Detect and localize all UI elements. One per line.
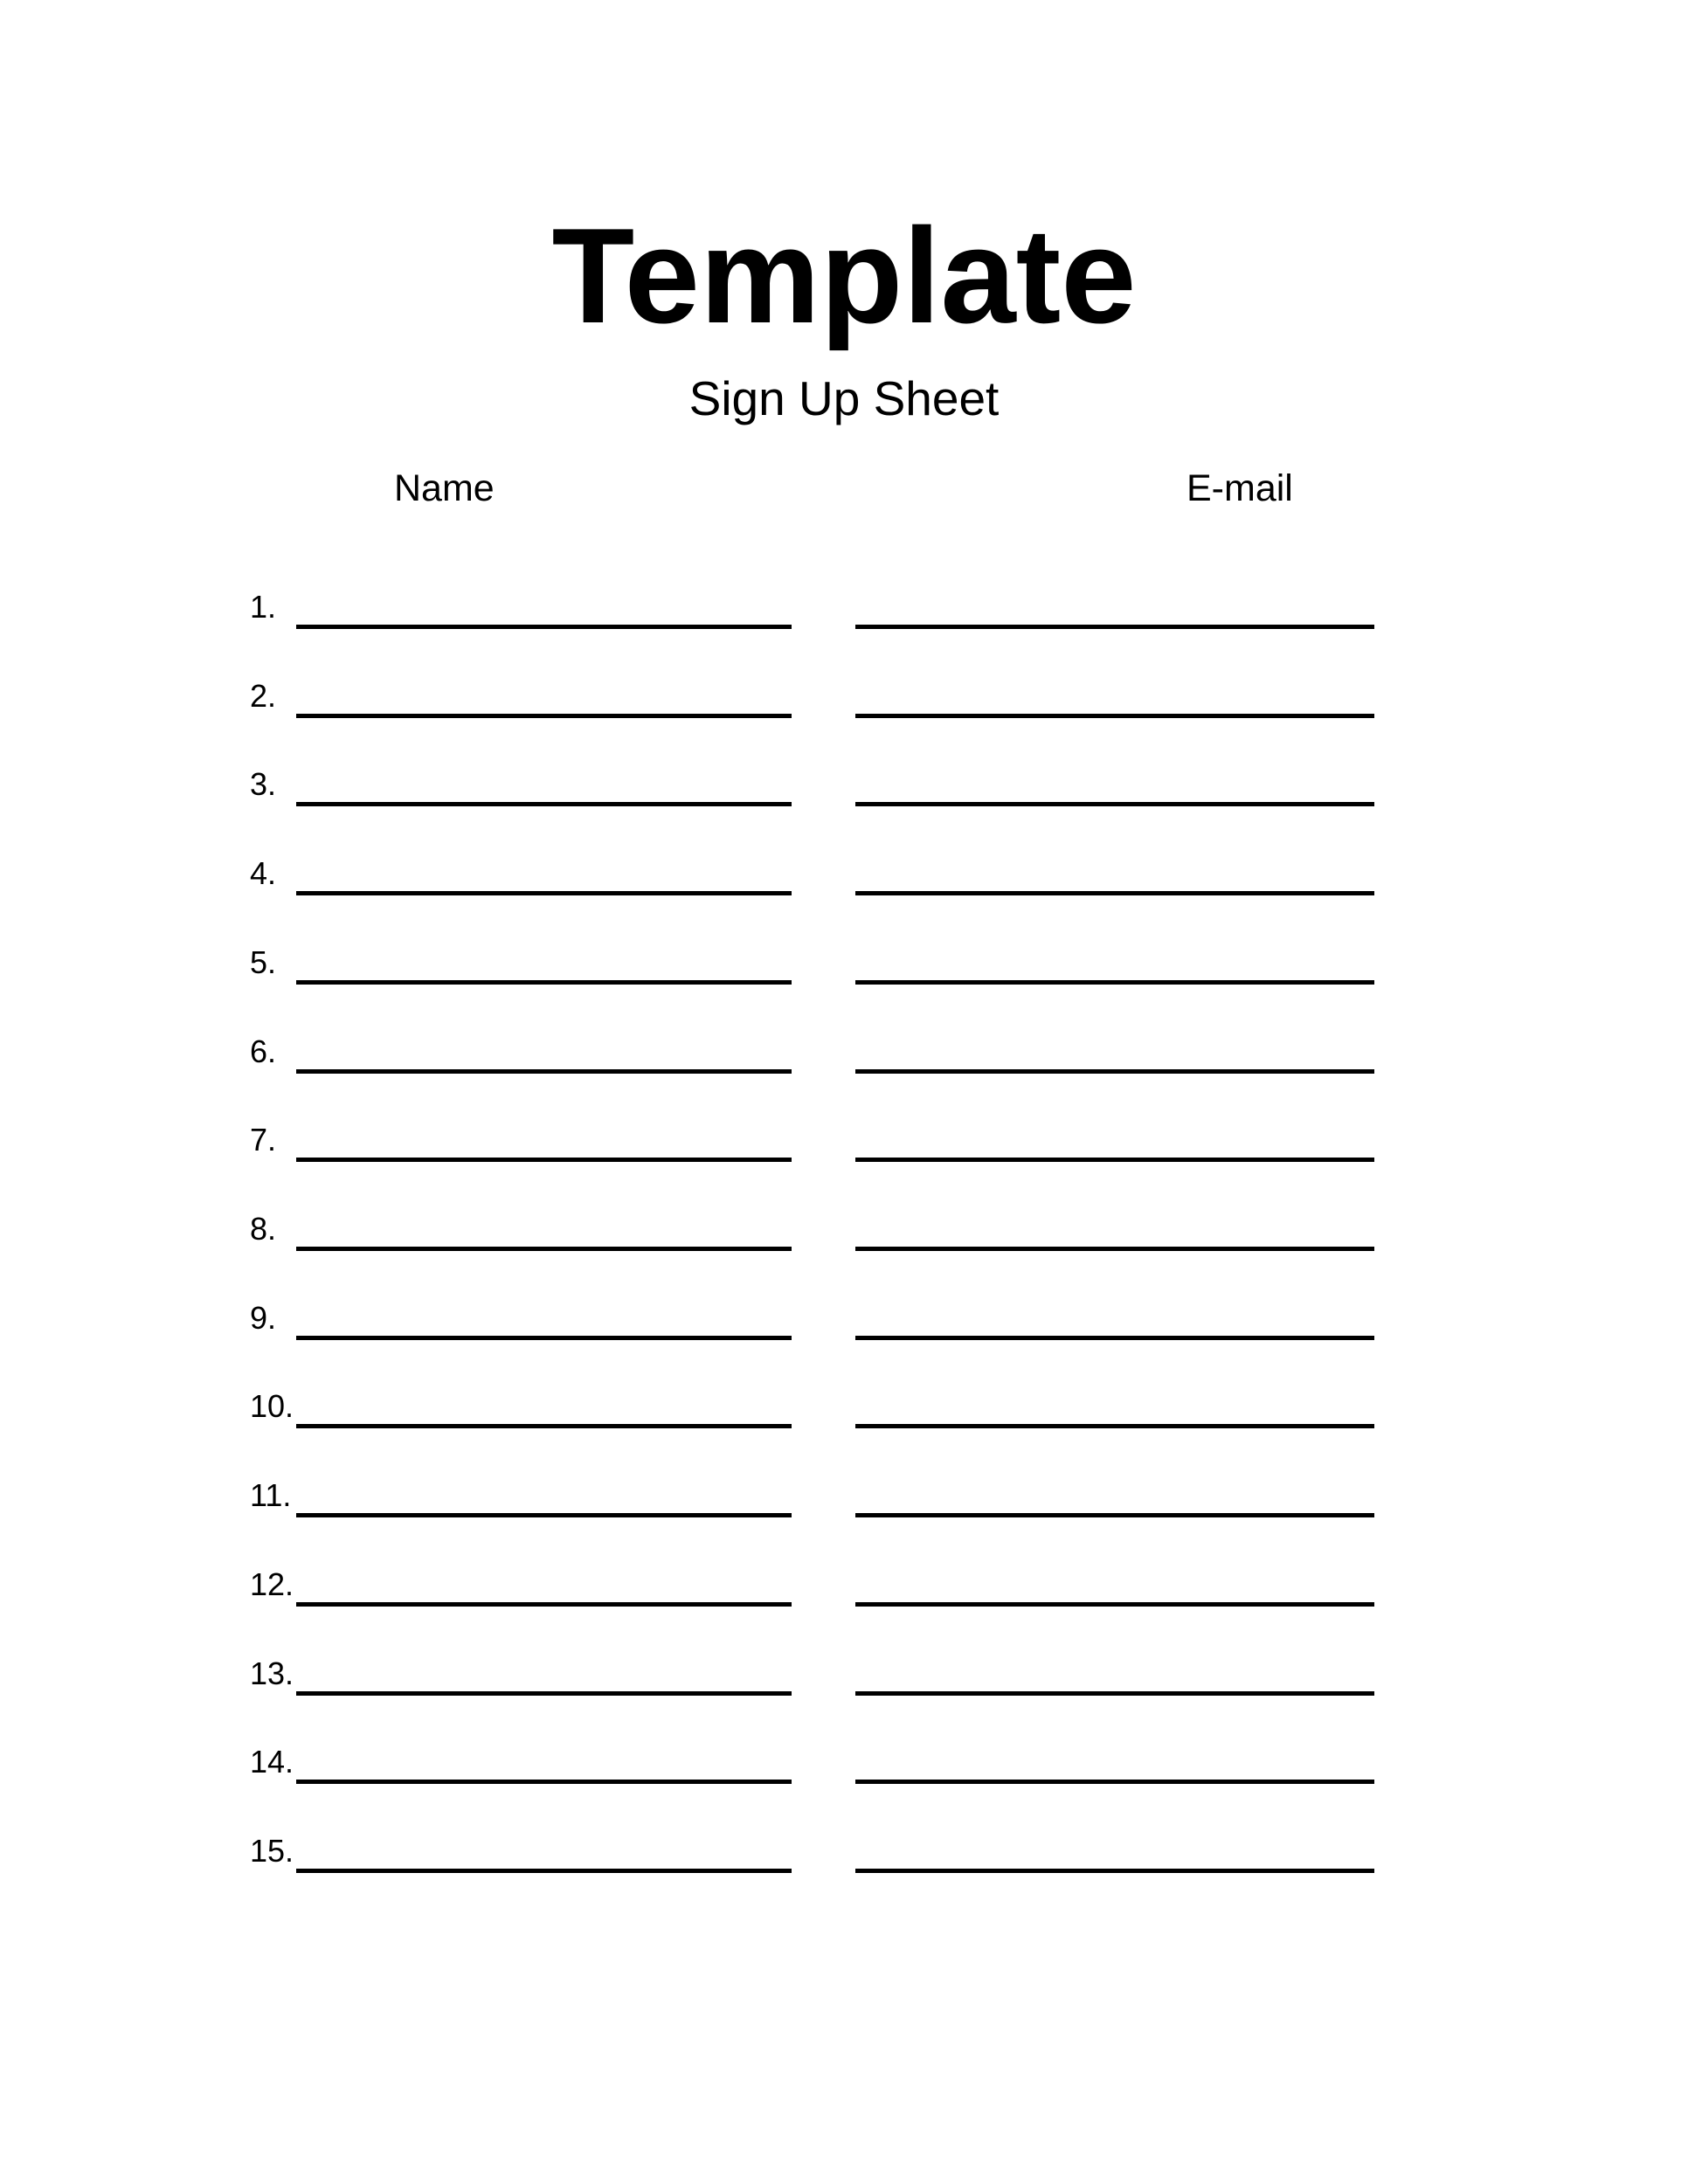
email-blank-line[interactable]: [855, 1780, 1374, 1784]
row-number: 15.: [250, 1833, 294, 1869]
email-blank-line[interactable]: [855, 891, 1374, 895]
name-blank-line[interactable]: [296, 1336, 792, 1340]
row-number: 13.: [250, 1655, 294, 1691]
name-column-header: Name: [394, 467, 495, 509]
email-blank-line[interactable]: [855, 1247, 1374, 1251]
name-blank-line[interactable]: [296, 1602, 792, 1607]
email-blank-line[interactable]: [855, 980, 1374, 985]
email-blank-line[interactable]: [855, 1336, 1374, 1340]
row-number: 5.: [250, 944, 277, 980]
email-blank-line[interactable]: [855, 1691, 1374, 1696]
row-number: 2.: [250, 678, 277, 714]
row-number: 9.: [250, 1300, 277, 1336]
name-blank-line[interactable]: [296, 1513, 792, 1517]
email-blank-line[interactable]: [855, 1602, 1374, 1607]
email-blank-line[interactable]: [855, 625, 1374, 629]
page-subtitle: Sign Up Sheet: [688, 371, 1000, 425]
row-number: 14.: [250, 1744, 294, 1780]
email-column-header: E-mail: [1186, 467, 1293, 509]
row-number: 1.: [250, 589, 277, 625]
row-number: 11.: [250, 1477, 292, 1513]
name-blank-line[interactable]: [296, 1780, 792, 1784]
name-blank-line[interactable]: [296, 1424, 792, 1428]
email-blank-line[interactable]: [855, 802, 1374, 806]
page-title: Template: [551, 200, 1137, 351]
row-number: 10.: [250, 1388, 294, 1424]
row-number: 6.: [250, 1033, 277, 1069]
name-blank-line[interactable]: [296, 1869, 792, 1873]
email-blank-line[interactable]: [855, 1424, 1374, 1428]
email-blank-line[interactable]: [855, 1869, 1374, 1873]
row-number: 4.: [250, 855, 277, 891]
row-number: 7.: [250, 1122, 277, 1158]
name-blank-line[interactable]: [296, 625, 792, 629]
name-blank-line[interactable]: [296, 1691, 792, 1696]
row-number: 8.: [250, 1211, 277, 1247]
name-blank-line[interactable]: [296, 1158, 792, 1162]
email-blank-line[interactable]: [855, 1069, 1374, 1074]
row-number: 3.: [250, 766, 277, 802]
name-blank-line[interactable]: [296, 1069, 792, 1074]
row-number: 12.: [250, 1566, 294, 1602]
email-blank-line[interactable]: [855, 1513, 1374, 1517]
name-blank-line[interactable]: [296, 1247, 792, 1251]
name-blank-line[interactable]: [296, 980, 792, 985]
name-blank-line[interactable]: [296, 714, 792, 718]
email-blank-line[interactable]: [855, 1158, 1374, 1162]
email-blank-line[interactable]: [855, 714, 1374, 718]
name-blank-line[interactable]: [296, 802, 792, 806]
name-blank-line[interactable]: [296, 891, 792, 895]
